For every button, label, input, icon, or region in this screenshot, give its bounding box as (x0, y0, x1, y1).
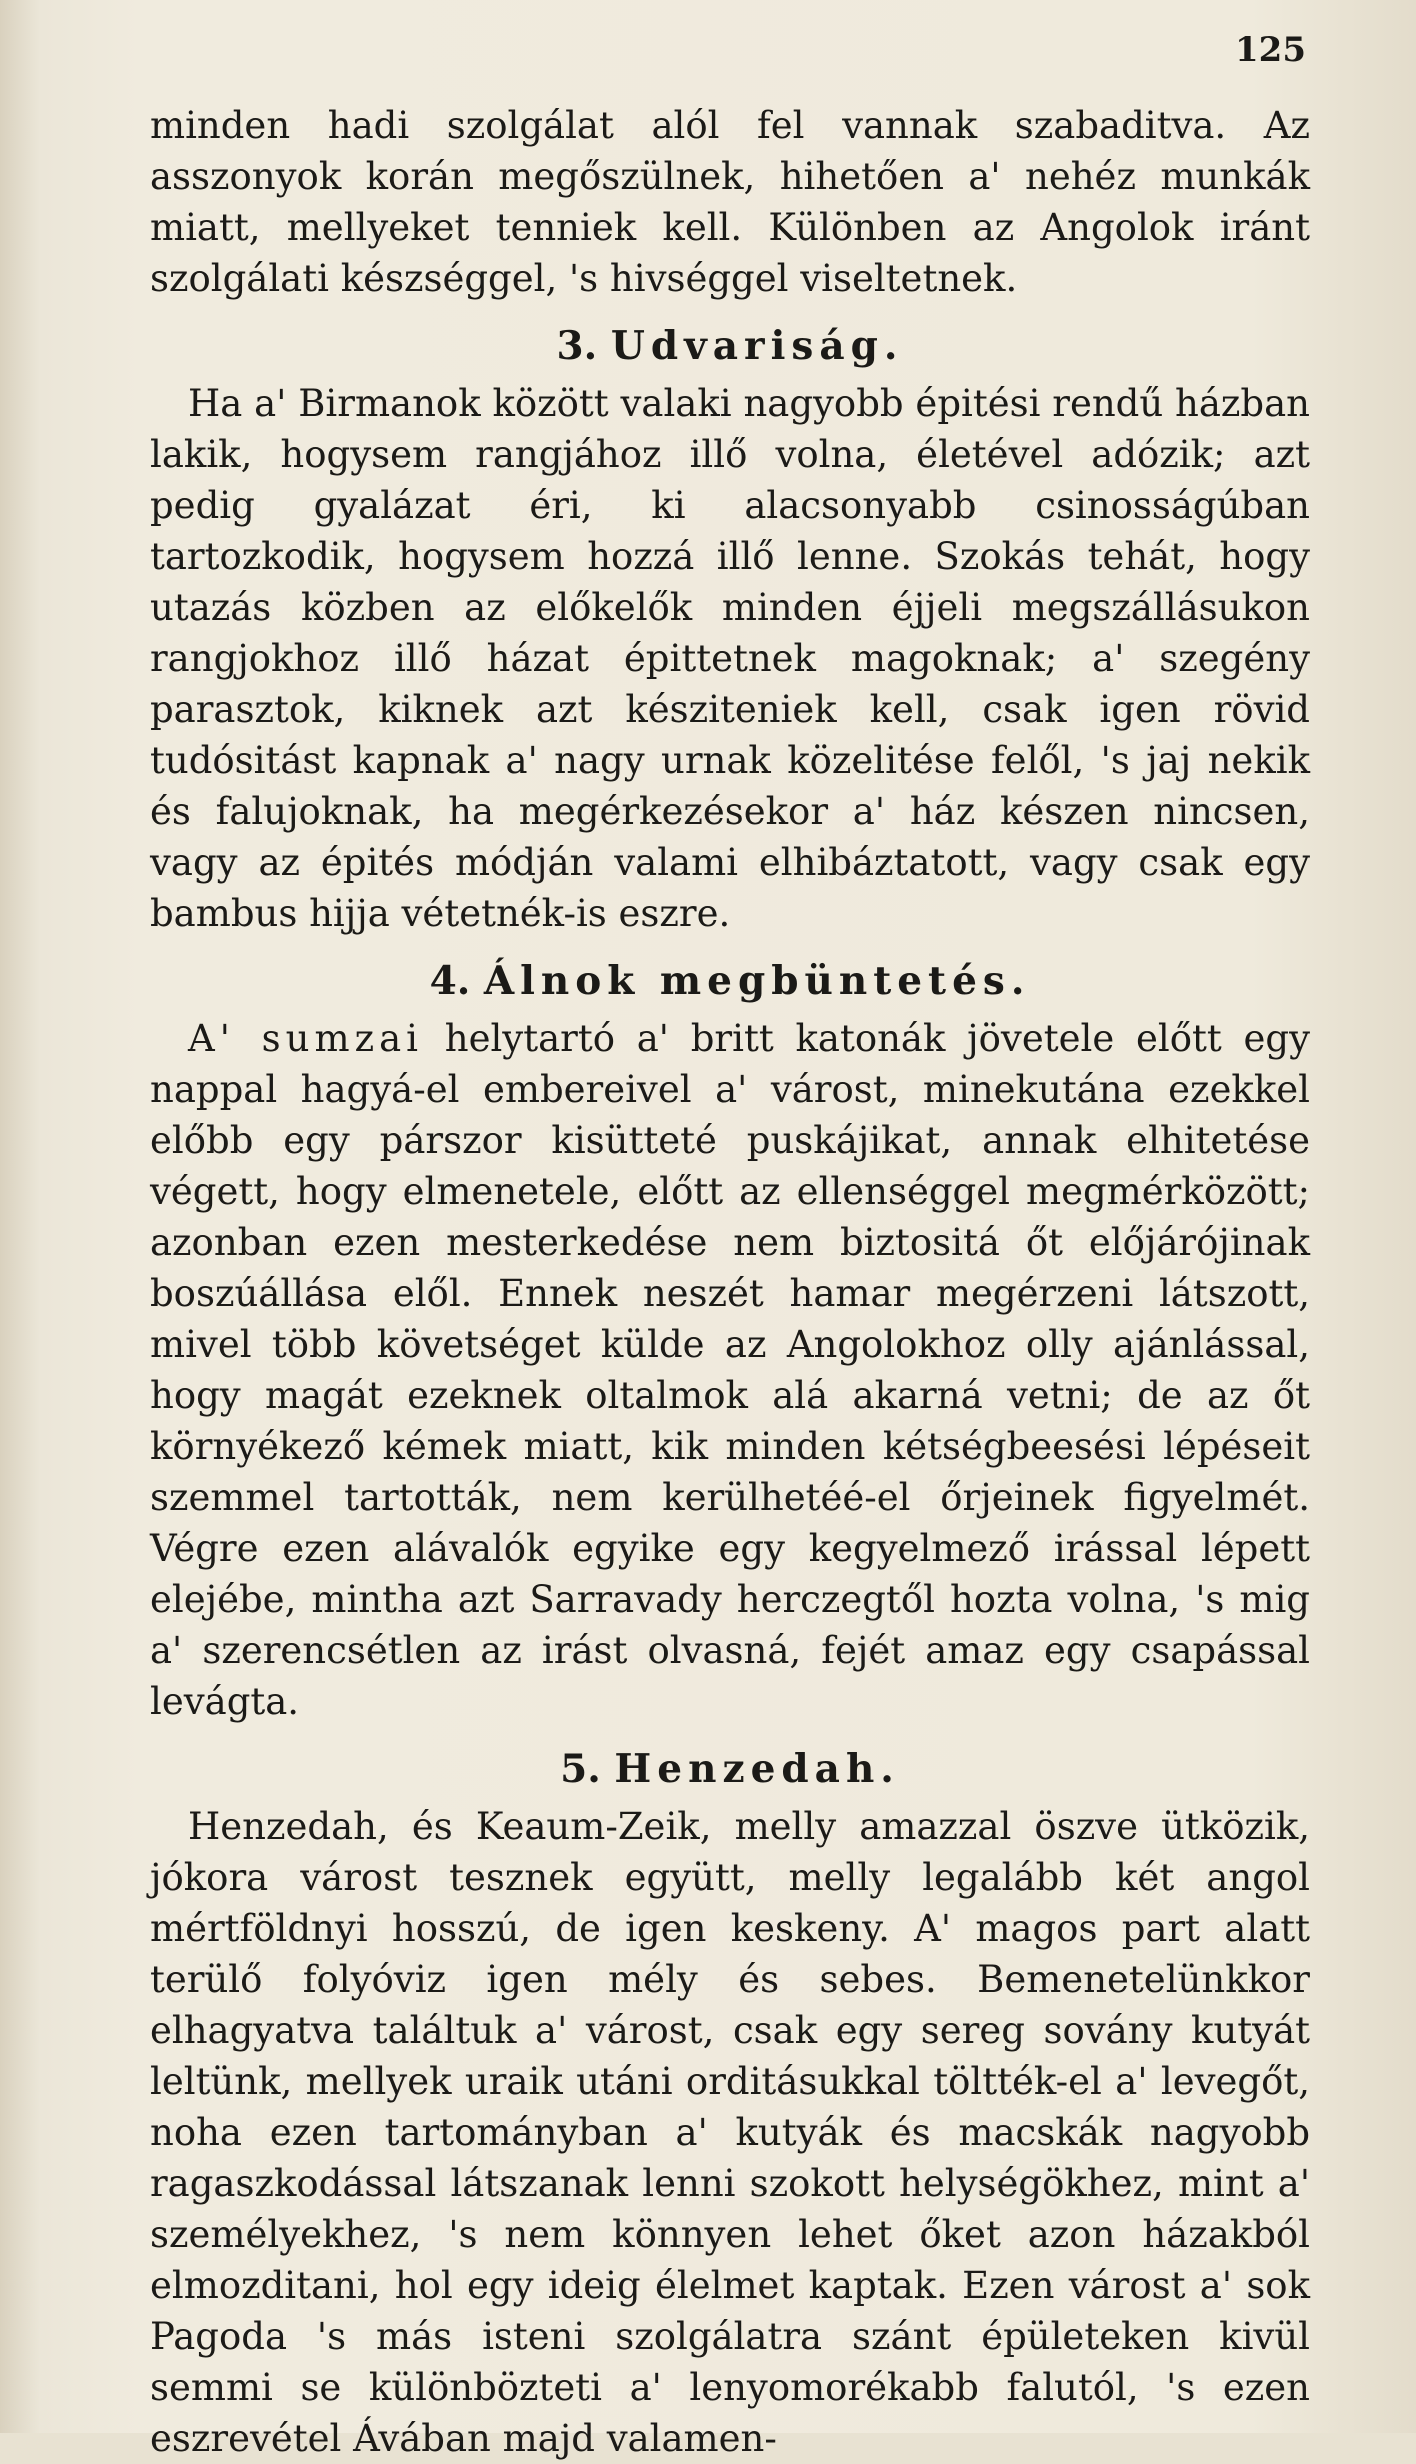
paragraph-1: minden hadi szolgálat alól fel vannak szabaditva. Az asszonyok korán megőszülnek, hihetően a' nehéz munkák miatt, mellyeket tenniek kell. Különben az Angolok iránt szolgálati készséggel, 's hivséggel viseltetnek. (150, 104, 1310, 300)
paragraph-4: Henzedah, és Keaum-Zeik, melly amazzal öszve ütközik, jókora várost tesznek együtt, melly legalább két angol mértföldnyi hosszú, de igen keskeny. A' magos part alatt terülő folyóviz igen mély és sebes. Bemenetelünkkor elhagyatva találtuk a' várost, csak egy sereg sovány kutyát leltünk, mellyek uraik utáni orditásukkal töltték-el a' levegőt, noha ezen tartományban a' kutyák és macskák nagyobb ragaszkodással látszanak lenni szokott helységökhez, mint a' személyekhez, 's nem könnyen lehet őket azon házakból elmozditani, hol egy ideig élelmet kaptak. Ezen várost a' sok Pagoda 's más isteni szolgálatra szánt épületeken kivül semmi se különbözteti a' lenyomorékabb falutól, 's ezen eszrevétel Ávában majd valamen- (150, 1805, 1310, 2460)
heading-number: 4. (429, 958, 471, 1004)
heading-udvarisag (150, 318, 1310, 374)
page-content (150, 100, 1310, 2464)
paragraph-lead: A' sumzai (188, 1017, 423, 1060)
page-number: 125 (1235, 30, 1306, 70)
paragraph-2: Ha a' Birmanok között valaki nagyobb épitési rendű házban lakik, hogysem rangjához illő volna, életével adózik; azt pedig gyalázat éri, ki alacsonyabb csinosságúban tartozkodik, hogysem hozzá illő lenne. Szokás tehát, hogy utazás közben az előkelők minden éjjeli megszállásukon rangjokhoz illő házat épittetnek magoknak; a' szegény parasztok, kiknek azt késziteniek kell, csak igen rövid tudósitást kapnak a' nagy urnak közelitése felől, 's jaj nekik és falujoknak, ha megérkezésekor a' ház készen nincsen, vagy az épités módján valami elhibáztatott, vagy csak egy bambus hijja vétetnék-is eszre. (150, 382, 1310, 935)
heading-number: 5. (560, 1746, 601, 1792)
heading-number: 3. (556, 323, 598, 369)
paragraph-3-text: helytartó a' britt katonák jövetele előtt egy nappal hagyá-el embereivel a' várost, minekutána ezekkel előbb egy párszor kisütteté puskájikat, annak elhitetése végett, hogy elmenetele, előtt az ellenséggel megmérközött; azonban ezen mesterkedése nem biztositá őt előjárójinak boszúállása elől. Ennek neszét hamar megérzeni látszott, mivel több követséget külde az Angolokhoz olly ajánlással, hogy magát ezeknek oltalmok alá akarná vetni; de az őt környékező kémek miatt, kik minden kétségbeesési lépéseit szemmel tartották, nem kerülhetéé-el őrjeinek figyelmét. Végre ezen alávalók egyike egy kegyelmező irással lépett elejébe, mintha azt Sarravady herczegtől hozta volna, 's mig a' szerencsétlen az irást olvasná, fejét amaz egy csapással levágta. (150, 1017, 1310, 1723)
heading-title: Henzedah. (614, 1746, 900, 1792)
heading-title: Álnok megbüntetés. (483, 958, 1031, 1004)
heading-henzedah (150, 1741, 1310, 1797)
heading-title: Udvariság. (610, 323, 904, 369)
heading-alnok-megbuntetes (150, 953, 1310, 1009)
paragraph-3 (150, 1013, 1310, 1727)
